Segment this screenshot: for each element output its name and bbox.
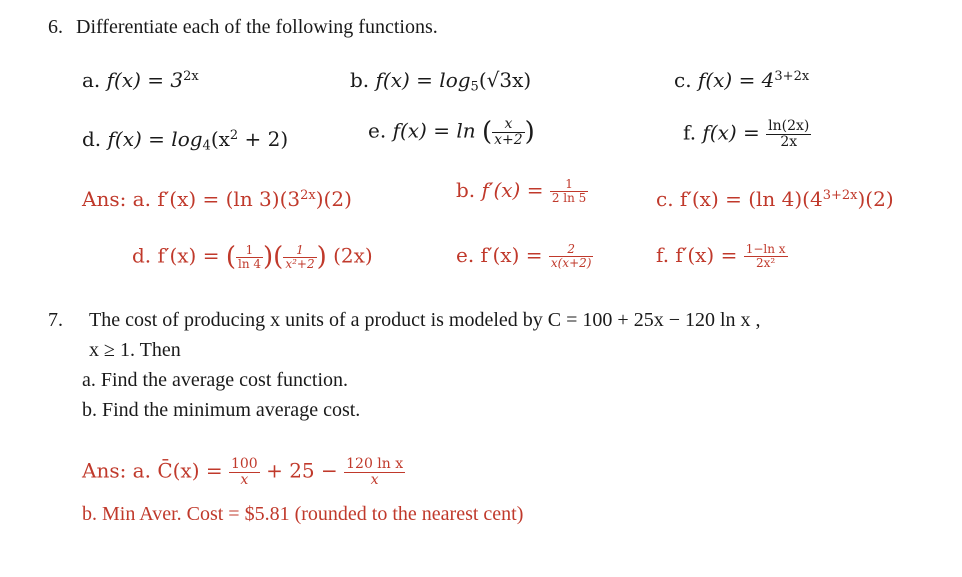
problem-6f-denominator: 2x: [780, 133, 798, 150]
problem-6f-label: f.: [683, 120, 697, 145]
problem-6e-fraction: [492, 117, 525, 147]
answer-6b: [456, 178, 588, 205]
answer-6e-fraction: [549, 243, 594, 269]
answer-6d-fraction-2-denominator: x²+2: [285, 256, 315, 271]
answer-7a: [82, 457, 405, 487]
question-7-line-2: x ≥ 1. Then: [89, 339, 181, 361]
problem-6a-lhs: f(x) = 3: [106, 68, 184, 92]
problem-6e-denominator: x+2: [494, 131, 523, 148]
answer-6c: [656, 187, 894, 211]
problem-6c-label: c.: [674, 68, 692, 92]
question-7-part-b: b. Find the minimum average cost.: [82, 399, 361, 421]
problem-6d-arg-exponent: 2: [229, 127, 239, 143]
problem-6e-lhs: f(x) = ln: [392, 118, 476, 143]
answer-6c-tail: )(2): [857, 187, 894, 211]
problem-6d-lhs: f(x) = log: [107, 127, 203, 151]
answer-6d: [132, 242, 373, 272]
answer-6a: [82, 187, 352, 211]
answer-7a-fraction-2-numerator: 120 ln x: [346, 456, 404, 472]
problem-6e-paren-open: (: [481, 117, 493, 148]
answer-6b-denominator: 2 ln 5: [551, 191, 587, 205]
problem-6f-lhs: f(x) =: [702, 120, 760, 145]
problem-6a: [82, 68, 199, 92]
answer-6d-paren-2-close: ): [316, 242, 327, 272]
problem-6c-exponent: 3+2x: [774, 68, 810, 84]
problem-6f-fraction: [766, 119, 811, 149]
problem-6b-base: 5: [470, 79, 479, 95]
answer-6d-fraction-2: [283, 244, 316, 270]
answer-7a-fraction-1-denominator: x: [240, 471, 249, 488]
answer-7a-lhs: Ans: a. C̄(x) =: [82, 458, 223, 483]
problem-6f-numerator: ln(2x): [768, 118, 810, 134]
problem-6a-label: a.: [82, 68, 101, 92]
answer-7a-middle: + 25 −: [266, 458, 338, 483]
answer-6e: [456, 243, 593, 270]
answer-6b-label: b.: [456, 178, 476, 202]
problem-6d-base: 4: [202, 138, 211, 154]
problem-6e-paren-close: ): [524, 117, 535, 148]
answer-6c-text: c. f′(x) = (ln 4)(4: [656, 187, 823, 211]
problem-6e-label: e.: [368, 118, 387, 143]
problem-6d: [82, 127, 289, 154]
question-7-number: 7.: [48, 309, 63, 331]
answer-6d-fraction-1-denominator: ln 4: [237, 256, 261, 271]
answer-6f: [656, 243, 788, 270]
question-7-part-a: a. Find the average cost function.: [82, 369, 349, 391]
problem-6b-lhs: f(x) = log: [375, 68, 471, 92]
answer-6d-fraction-1: [236, 244, 263, 270]
problem-6c: [674, 68, 809, 92]
problem-6d-arg-b: + 2): [238, 127, 289, 151]
problem-6e: [368, 117, 535, 147]
answer-6d-fraction-2-numerator: 1: [283, 244, 316, 258]
problem-6d-label: d.: [82, 127, 102, 151]
problem-6f: [683, 119, 811, 149]
answer-6f-denominator: 2x²: [756, 256, 776, 270]
answer-6e-lhs: e. f′(x) =: [456, 243, 543, 267]
problem-6b-argument: (√3x): [478, 68, 532, 92]
problem-6c-lhs: f(x) = 4: [697, 68, 775, 92]
question-6-prompt: Differentiate each of the following functions.: [76, 16, 438, 38]
problem-6b: [350, 68, 532, 95]
answer-6f-fraction: [744, 243, 788, 269]
question-6-header: [48, 16, 438, 39]
answer-7a-fraction-2: [344, 457, 405, 487]
answer-6a-exponent: 2x: [300, 187, 316, 203]
answer-6d-paren-2-open: (: [273, 242, 284, 272]
problem-6e-numerator: x: [492, 117, 525, 133]
answer-6d-lhs: d. f′(x) =: [132, 243, 220, 268]
answer-6a-text: Ans: a. f′(x) = (ln 3)(3: [82, 187, 301, 211]
answer-6d-paren-1-open: (: [225, 242, 236, 272]
answer-6f-lhs: f. f′(x) =: [656, 243, 738, 267]
answer-6e-denominator: x(x+2): [550, 256, 592, 270]
answer-6b-fraction: [550, 178, 588, 204]
answer-6c-exponent: 3+2x: [822, 187, 858, 203]
answer-6d-paren-1-close: ): [263, 242, 274, 272]
question-6-number: 6.: [48, 16, 63, 38]
answer-6f-numerator: 1−ln x: [745, 242, 786, 257]
answer-7b: b. Min Aver. Cost = $5.81 (rounded to the nearest cent): [82, 503, 524, 525]
answer-6e-numerator: 2: [549, 243, 594, 257]
problem-6b-label: b.: [350, 68, 370, 92]
question-7-line-1: The cost of producing x units of a product is modeled by C = 100 + 25x − 120 ln x ,: [89, 309, 761, 331]
answer-7a-fraction-2-denominator: x: [370, 471, 379, 488]
answer-6b-numerator: 1: [550, 178, 588, 192]
answer-6b-lhs: f′(x) =: [481, 178, 544, 202]
answer-6a-tail: )(2): [315, 187, 352, 211]
problem-6d-arg-a: (x: [210, 127, 230, 151]
problem-6a-exponent: 2x: [183, 68, 199, 84]
answer-6d-tail: (2x): [333, 243, 373, 268]
answer-7a-fraction-1-numerator: 100: [230, 456, 258, 472]
answer-6d-fraction-1-numerator: 1: [236, 244, 263, 258]
answer-7a-fraction-1: [229, 457, 260, 487]
